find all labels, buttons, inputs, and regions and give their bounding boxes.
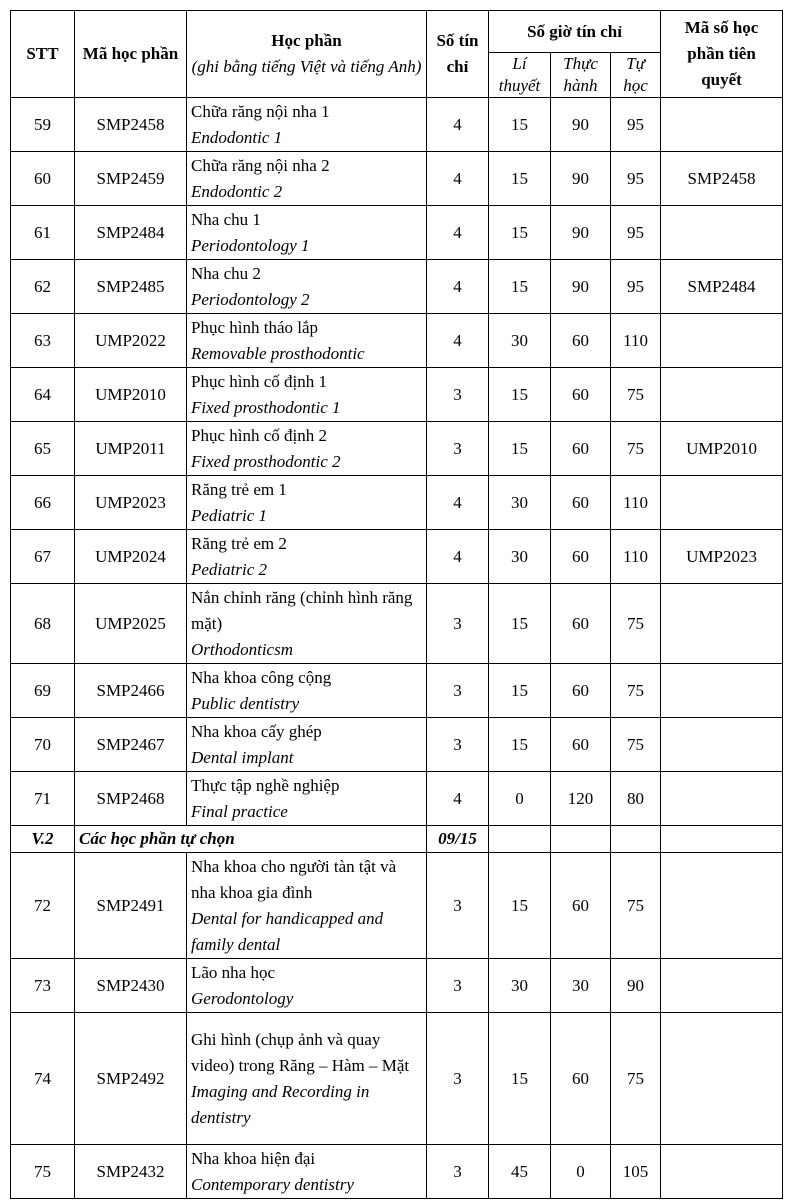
course-name-vietnamese: Phục hình tháo lắp — [191, 317, 319, 337]
course-name-cell — [187, 959, 427, 1013]
credits-cell: 3 — [427, 853, 489, 959]
course-name-english: Orthodonticsm — [191, 639, 293, 659]
stt-cell: 74 — [11, 1013, 75, 1145]
theory-hours-cell: 15 — [489, 260, 551, 314]
prerequisite-cell: SMP2484 — [661, 260, 783, 314]
credits-cell: 3 — [427, 1013, 489, 1145]
practice-hours-cell: 90 — [551, 98, 611, 152]
course-code-cell: SMP2468 — [75, 772, 187, 826]
course-code-cell: UMP2024 — [75, 530, 187, 584]
prerequisite-cell — [661, 772, 783, 826]
theory-hours-cell: 15 — [489, 152, 551, 206]
credits-cell: 4 — [427, 152, 489, 206]
stt-cell: 59 — [11, 98, 75, 152]
credits-cell: 4 — [427, 772, 489, 826]
table-row — [11, 314, 783, 368]
stt-cell: 73 — [11, 959, 75, 1013]
practice-hours-cell: 60 — [551, 1013, 611, 1145]
course-name-cell — [187, 206, 427, 260]
credits-cell: 4 — [427, 260, 489, 314]
practice-hours-cell: 60 — [551, 422, 611, 476]
header-prerequisite: Mã số học phần tiên quyết — [661, 11, 783, 98]
stt-cell: 61 — [11, 206, 75, 260]
credits-cell: 3 — [427, 584, 489, 664]
course-name-english: Dental for handicapped and family dental — [191, 908, 384, 954]
section-title: Các học phần tự chọn — [75, 826, 427, 853]
theory-hours-cell: 30 — [489, 476, 551, 530]
stt-cell: 69 — [11, 664, 75, 718]
course-name-english: Endodontic 1 — [191, 127, 283, 147]
course-name-vietnamese: Thực tập nghề nghiệp — [191, 775, 340, 795]
course-code-cell: UMP2025 — [75, 584, 187, 664]
practice-hours-cell: 90 — [551, 152, 611, 206]
credits-cell: 4 — [427, 206, 489, 260]
theory-hours-cell: 15 — [489, 368, 551, 422]
header-course-name-label: Học phần — [271, 31, 342, 51]
practice-hours-cell: 60 — [551, 584, 611, 664]
section-empty-cell — [551, 826, 611, 853]
course-name-vietnamese: Nha khoa cấy ghép — [191, 721, 322, 741]
credits-cell: 3 — [427, 959, 489, 1013]
course-name-cell — [187, 530, 427, 584]
theory-hours-cell: 15 — [489, 1013, 551, 1145]
table-row — [11, 1013, 783, 1145]
table-row — [11, 853, 783, 959]
section-empty-cell — [611, 826, 661, 853]
theory-hours-cell: 30 — [489, 314, 551, 368]
course-name-cell — [187, 1145, 427, 1199]
course-name-english: Fixed prosthodontic 1 — [191, 397, 341, 417]
practice-hours-cell: 60 — [551, 664, 611, 718]
curriculum-page — [10, 10, 782, 1199]
course-name-vietnamese: Chữa răng nội nha 2 — [191, 155, 330, 175]
course-name-cell — [187, 368, 427, 422]
prerequisite-cell — [661, 718, 783, 772]
course-name-english: Public dentistry — [191, 693, 300, 713]
credits-cell: 4 — [427, 530, 489, 584]
table-row — [11, 772, 783, 826]
practice-hours-cell: 90 — [551, 260, 611, 314]
course-name-cell — [187, 152, 427, 206]
practice-hours-cell: 30 — [551, 959, 611, 1013]
stt-cell: 64 — [11, 368, 75, 422]
practice-hours-cell: 60 — [551, 530, 611, 584]
prerequisite-cell — [661, 853, 783, 959]
course-name-english: Pediatric 2 — [191, 559, 268, 579]
theory-hours-cell: 0 — [489, 772, 551, 826]
prerequisite-cell — [661, 98, 783, 152]
practice-hours-cell: 60 — [551, 314, 611, 368]
course-name-vietnamese: Răng trẻ em 2 — [191, 533, 287, 553]
self-study-hours-cell: 75 — [611, 1013, 661, 1145]
course-code-cell: SMP2491 — [75, 853, 187, 959]
prerequisite-cell — [661, 314, 783, 368]
course-name-vietnamese: Nha chu 1 — [191, 209, 261, 229]
self-study-hours-cell: 90 — [611, 959, 661, 1013]
course-code-cell: UMP2010 — [75, 368, 187, 422]
table-row — [11, 422, 783, 476]
header-theory: Lí thuyết — [489, 53, 551, 98]
self-study-hours-cell: 95 — [611, 260, 661, 314]
credits-cell: 4 — [427, 476, 489, 530]
credits-cell: 3 — [427, 422, 489, 476]
self-study-hours-cell: 75 — [611, 718, 661, 772]
course-name-cell — [187, 422, 427, 476]
course-code-cell: SMP2492 — [75, 1013, 187, 1145]
credits-cell: 3 — [427, 368, 489, 422]
section-number: V.2 — [11, 826, 75, 853]
self-study-hours-cell: 95 — [611, 98, 661, 152]
course-name-cell — [187, 98, 427, 152]
credits-cell: 3 — [427, 718, 489, 772]
header-practice: Thực hành — [551, 53, 611, 98]
header-course-name-note: (ghi bằng tiếng Việt và tiếng Anh) — [191, 57, 422, 77]
course-name-vietnamese: Nha khoa hiện đại — [191, 1148, 316, 1168]
stt-cell: 62 — [11, 260, 75, 314]
table-row — [11, 152, 783, 206]
self-study-hours-cell: 75 — [611, 664, 661, 718]
practice-hours-cell: 60 — [551, 476, 611, 530]
course-name-english: Periodontology 2 — [191, 289, 310, 309]
theory-hours-cell: 15 — [489, 206, 551, 260]
course-name-cell — [187, 772, 427, 826]
stt-cell: 65 — [11, 422, 75, 476]
course-code-cell: SMP2432 — [75, 1145, 187, 1199]
course-code-cell: SMP2466 — [75, 664, 187, 718]
prerequisite-cell: UMP2010 — [661, 422, 783, 476]
course-name-english: Fixed prosthodontic 2 — [191, 451, 341, 471]
course-code-cell: SMP2484 — [75, 206, 187, 260]
table-row — [11, 718, 783, 772]
practice-hours-cell: 60 — [551, 718, 611, 772]
self-study-hours-cell: 110 — [611, 530, 661, 584]
header-course-code: Mã học phần — [75, 11, 187, 98]
table-row — [11, 584, 783, 664]
stt-cell: 71 — [11, 772, 75, 826]
header-credits: Số tín chỉ — [427, 11, 489, 98]
course-name-english: Removable prosthodontic — [191, 343, 365, 363]
course-name-vietnamese: Phục hình cố định 2 — [191, 425, 327, 445]
self-study-hours-cell: 105 — [611, 1145, 661, 1199]
course-name-english: Periodontology 1 — [191, 235, 310, 255]
credits-cell: 4 — [427, 314, 489, 368]
course-name-cell — [187, 584, 427, 664]
course-code-cell: UMP2022 — [75, 314, 187, 368]
theory-hours-cell: 45 — [489, 1145, 551, 1199]
stt-cell: 72 — [11, 853, 75, 959]
prerequisite-cell — [661, 206, 783, 260]
stt-cell: 60 — [11, 152, 75, 206]
practice-hours-cell: 120 — [551, 772, 611, 826]
self-study-hours-cell: 80 — [611, 772, 661, 826]
course-name-cell — [187, 476, 427, 530]
course-code-cell: UMP2011 — [75, 422, 187, 476]
course-name-cell — [187, 260, 427, 314]
credits-cell: 3 — [427, 1145, 489, 1199]
header-stt: STT — [11, 11, 75, 98]
course-code-cell: SMP2430 — [75, 959, 187, 1013]
course-name-vietnamese: Nha chu 2 — [191, 263, 261, 283]
header-credit-hours: Số giờ tín chỉ — [489, 11, 661, 53]
credits-cell: 3 — [427, 664, 489, 718]
stt-cell: 75 — [11, 1145, 75, 1199]
course-code-cell: UMP2023 — [75, 476, 187, 530]
prerequisite-cell — [661, 368, 783, 422]
self-study-hours-cell: 75 — [611, 853, 661, 959]
table-row — [11, 98, 783, 152]
practice-hours-cell: 60 — [551, 853, 611, 959]
stt-cell: 67 — [11, 530, 75, 584]
theory-hours-cell: 15 — [489, 718, 551, 772]
self-study-hours-cell: 110 — [611, 476, 661, 530]
section-empty-cell — [489, 826, 551, 853]
theory-hours-cell: 15 — [489, 98, 551, 152]
table-row — [11, 476, 783, 530]
course-name-cell — [187, 664, 427, 718]
theory-hours-cell: 15 — [489, 422, 551, 476]
course-name-vietnamese: Lão nha học — [191, 962, 276, 982]
course-name-cell — [187, 718, 427, 772]
self-study-hours-cell: 75 — [611, 368, 661, 422]
course-code-cell: SMP2459 — [75, 152, 187, 206]
course-name-english: Pediatric 1 — [191, 505, 268, 525]
table-row — [11, 1145, 783, 1199]
course-name-vietnamese: Nha khoa cho người tàn tật và nha khoa gia đình — [191, 857, 397, 902]
stt-cell: 63 — [11, 314, 75, 368]
theory-hours-cell: 15 — [489, 853, 551, 959]
course-code-cell: SMP2467 — [75, 718, 187, 772]
course-name-vietnamese: Ghi hình (chụp ảnh và quay video) trong Răng – Hàm – Mặt — [191, 1030, 410, 1075]
table-row — [11, 959, 783, 1013]
practice-hours-cell: 60 — [551, 368, 611, 422]
prerequisite-cell — [661, 1145, 783, 1199]
course-code-cell: SMP2458 — [75, 98, 187, 152]
self-study-hours-cell: 110 — [611, 314, 661, 368]
self-study-hours-cell: 75 — [611, 422, 661, 476]
theory-hours-cell: 15 — [489, 664, 551, 718]
course-name-english: Dental implant — [191, 747, 294, 767]
course-name-english: Final practice — [191, 801, 288, 821]
practice-hours-cell: 0 — [551, 1145, 611, 1199]
course-name-english: Imaging and Recording in dentistry — [191, 1081, 370, 1127]
stt-cell: 70 — [11, 718, 75, 772]
course-name-cell — [187, 1013, 427, 1145]
prerequisite-cell: SMP2458 — [661, 152, 783, 206]
course-name-vietnamese: Phục hình cố định 1 — [191, 371, 327, 391]
theory-hours-cell: 15 — [489, 584, 551, 664]
header-self-study: Tự học — [611, 53, 661, 98]
course-name-english: Contemporary dentistry — [191, 1174, 354, 1194]
course-name-english: Endodontic 2 — [191, 181, 283, 201]
theory-hours-cell: 30 — [489, 530, 551, 584]
table-row — [11, 368, 783, 422]
section-empty-cell — [661, 826, 783, 853]
stt-cell: 68 — [11, 584, 75, 664]
course-name-cell — [187, 853, 427, 959]
practice-hours-cell: 90 — [551, 206, 611, 260]
self-study-hours-cell: 75 — [611, 584, 661, 664]
self-study-hours-cell: 95 — [611, 152, 661, 206]
stt-cell: 66 — [11, 476, 75, 530]
self-study-hours-cell: 95 — [611, 206, 661, 260]
course-name-vietnamese: Răng trẻ em 1 — [191, 479, 287, 499]
course-name-cell — [187, 314, 427, 368]
section-credits: 09/15 — [427, 826, 489, 853]
theory-hours-cell: 30 — [489, 959, 551, 1013]
prerequisite-cell — [661, 476, 783, 530]
table-row — [11, 206, 783, 260]
course-name-vietnamese: Chữa răng nội nha 1 — [191, 101, 330, 121]
prerequisite-cell: UMP2023 — [661, 530, 783, 584]
prerequisite-cell — [661, 584, 783, 664]
course-name-english: Gerodontology — [191, 988, 294, 1008]
course-name-vietnamese: Nắn chỉnh răng (chỉnh hình răng mặt) — [191, 587, 413, 633]
course-name-vietnamese: Nha khoa công cộng — [191, 667, 332, 687]
table-row — [11, 260, 783, 314]
course-table — [10, 10, 783, 1199]
header-course-name — [187, 11, 427, 98]
prerequisite-cell — [661, 1013, 783, 1145]
table-row — [11, 530, 783, 584]
prerequisite-cell — [661, 959, 783, 1013]
section-row-electives — [11, 826, 783, 853]
prerequisite-cell — [661, 664, 783, 718]
course-code-cell: SMP2485 — [75, 260, 187, 314]
table-row — [11, 664, 783, 718]
credits-cell: 4 — [427, 98, 489, 152]
